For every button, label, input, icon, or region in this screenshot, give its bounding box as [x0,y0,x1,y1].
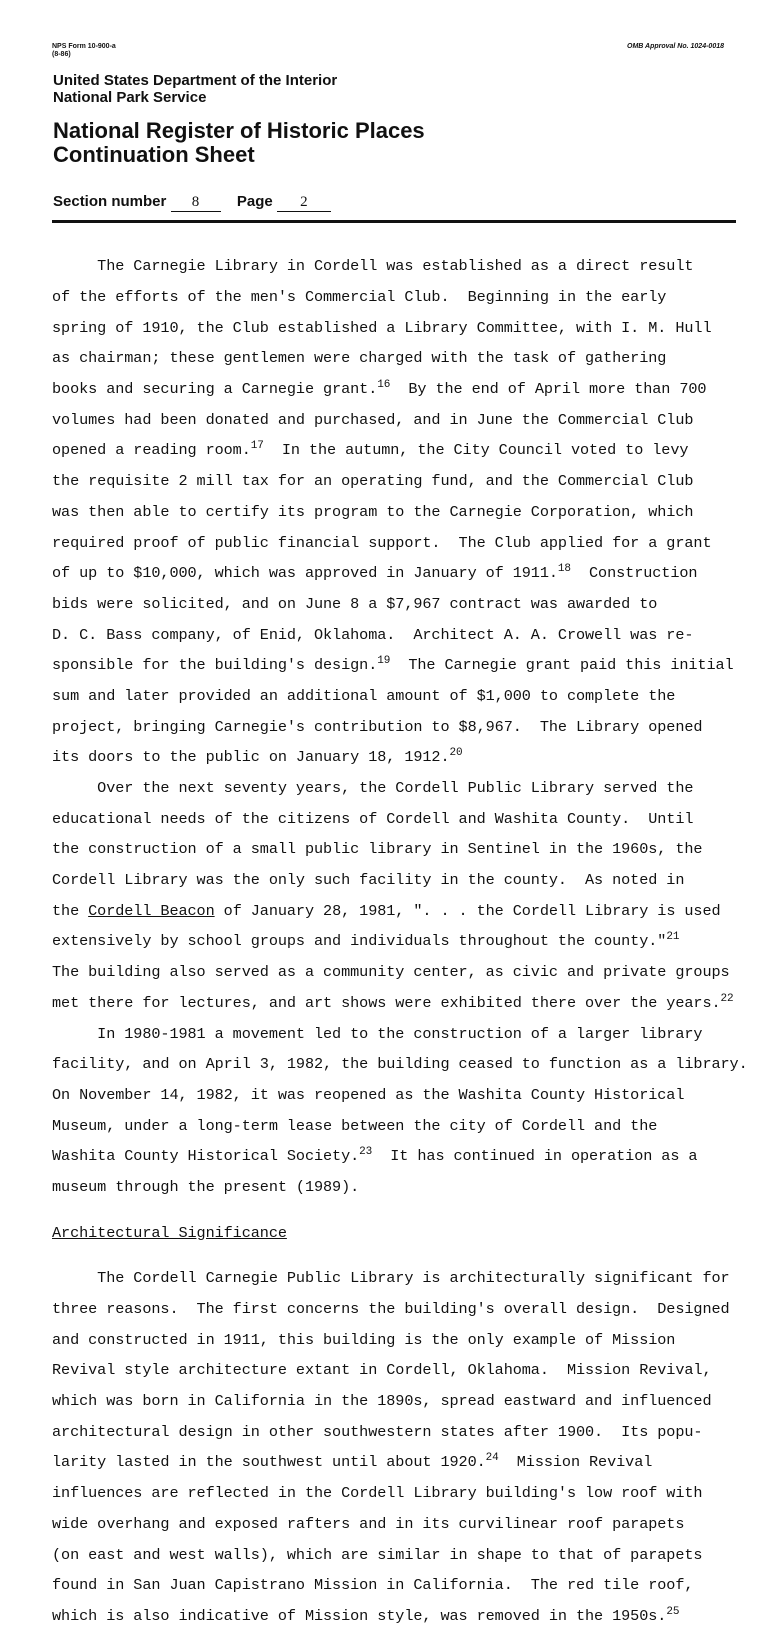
footnote-22: 22 [720,992,734,1005]
newspaper-title: Cordell Beacon [88,901,215,920]
body-line: and constructed in 1911, this building is the only example of Mission [52,1330,676,1349]
text-run: of up to $10,000, which was approved in January of 1911. [52,564,558,583]
body-line: project, bringing Carnegie's contribution to $8,967. The Library opened [52,717,703,736]
section-page-line [53,193,331,212]
body-line: Museum, under a long-term lease between the city of Cordell and the [52,1116,658,1135]
body-line: was then able to certify its program to the Carnegie Corporation, which [52,502,694,521]
body-line [52,1452,772,1472]
header-rule [52,220,736,223]
footnote-17: 17 [250,440,264,453]
body-line: wide overhang and exposed rafters and in its curvilinear roof parapets [52,1514,685,1533]
body-line: three reasons. The first concerns the building's overall design. Designed [52,1300,730,1319]
body-line [52,931,772,951]
body-line [52,1605,772,1625]
body-line [52,747,772,767]
text-run: extensively by school groups and individuals throughout the county." [52,932,667,951]
page-label: Page [236,193,273,210]
text-run: The Carnegie grant paid this initial [390,656,734,675]
body-line: found in San Juan Capistrano Mission in California. The red tile roof, [52,1576,694,1595]
body-line: the construction of a small public library in Sentinel in the 1960s, the [52,840,703,859]
text-run: Washita County Historical Society. [52,1147,360,1166]
body-line [52,1146,772,1166]
text-run: the [52,901,89,920]
body-line [52,901,772,920]
footnote-24: 24 [485,1452,499,1465]
body-line: The building also served as a community center, as civic and private groups [52,963,730,982]
body-line: bids were solicited, and on June 8 a $7,967 contract was awarded to [52,594,658,613]
section-heading: Architectural Significance [52,1223,287,1242]
text-run: Construction [570,564,698,583]
body-line [52,563,772,583]
body-line: D. C. Bass company, of Enid, Oklahoma. Architect A. A. Crowell was re- [52,625,694,644]
section-label: Section number [53,193,167,210]
body-line: Cordell Library was the only such facility in the county. As noted in [52,871,685,890]
body-line: required proof of public financial support. The Club applied for a grant [52,533,712,552]
text-run: met there for lectures, and art shows were exhibited there over the years. [52,993,721,1012]
footnote-23: 23 [359,1146,373,1159]
body-line: In 1980-1981 a movement led to the construction of a larger library [52,1024,703,1043]
body-line: sum and later provided an additional amount of $1,000 to complete the [52,686,676,705]
body-line: The Carnegie Library in Cordell was established as a direct result [52,257,694,276]
title-line-1: National Register of Historic Places [53,118,425,143]
body-line: museum through the present (1989). [52,1177,360,1196]
body-line [52,379,772,399]
body-line: influences are reflected in the Cordell Library building's low roof with [52,1484,703,1503]
service: National Park Service [53,89,207,106]
text-run: opened a reading room. [52,441,251,460]
footnote-19: 19 [377,655,391,668]
footnote-18: 18 [557,563,571,576]
department: United States Department of the Interior [53,72,338,89]
text-run: which is also indicative of Mission style, was removed in the 1950s. [52,1606,667,1625]
form-title [53,119,425,167]
body-line: as chairman; these gentlemen were charged with the task of gathering [52,349,667,368]
text-run: larity lasted in the southwest until about 1920. [52,1453,486,1472]
body-line [52,440,772,460]
text-run: Mission Revival [498,1453,653,1472]
section-number-field: 8 [171,194,221,212]
text-run: sponsible for the building's design. [52,656,378,675]
text-run: It has continued in operation as a [372,1147,698,1166]
body-line: educational needs of the citizens of Cordell and Washita County. Until [52,809,694,828]
body-line: of the efforts of the men's Commercial Club. Beginning in the early [52,288,667,307]
text-run: its doors to the public on January 18, 1912. [52,748,450,767]
body-line: spring of 1910, the Club established a Library Committee, with I. M. Hull [52,318,712,337]
body-line: Revival style architecture extant in Cordell, Oklahoma. Mission Revival, [52,1361,712,1380]
omb-approval: OMB Approval No. 1024-0018 [627,43,724,50]
form-number-text: NPS Form 10-900-a [52,43,116,50]
footnote-21: 21 [666,931,680,944]
body-line: (on east and west walls), which are similar in shape to that of parapets [52,1545,703,1564]
form-date: (8-86) [52,51,71,58]
footnote-25: 25 [666,1605,680,1618]
document-body [52,244,772,1640]
text-run: books and securing a Carnegie grant. [52,380,378,399]
text-run: In the autumn, the City Council voted to levy [263,441,689,460]
form-number [52,43,116,59]
body-line: architectural design in other southwestern states after 1900. Its popu- [52,1422,703,1441]
footnote-16: 16 [377,379,391,392]
text-run: By the end of April more than 700 [390,380,707,399]
body-line: the requisite 2 mill tax for an operating fund, and the Commercial Club [52,472,694,491]
body-line: which was born in California in the 1890s, spread eastward and influenced [52,1392,712,1411]
title-line-2: Continuation Sheet [53,142,255,167]
text-run: of January 28, 1981, ". . . the Cordell Library is used [214,901,721,920]
body-line [52,992,772,1012]
body-line: facility, and on April 3, 1982, the building ceased to function as a library. [52,1055,748,1074]
body-line: The Cordell Carnegie Public Library is architecturally significant for [52,1269,730,1288]
agency-block [53,72,337,106]
footnote-20: 20 [449,747,463,760]
body-line [52,655,772,675]
body-line: On November 14, 1982, it was reopened as the Washita County Historical [52,1085,685,1104]
page-number-field: 2 [277,194,331,212]
body-line: volumes had been donated and purchased, and in June the Commercial Club [52,410,694,429]
body-line: Over the next seventy years, the Cordell Public Library served the [52,779,694,798]
